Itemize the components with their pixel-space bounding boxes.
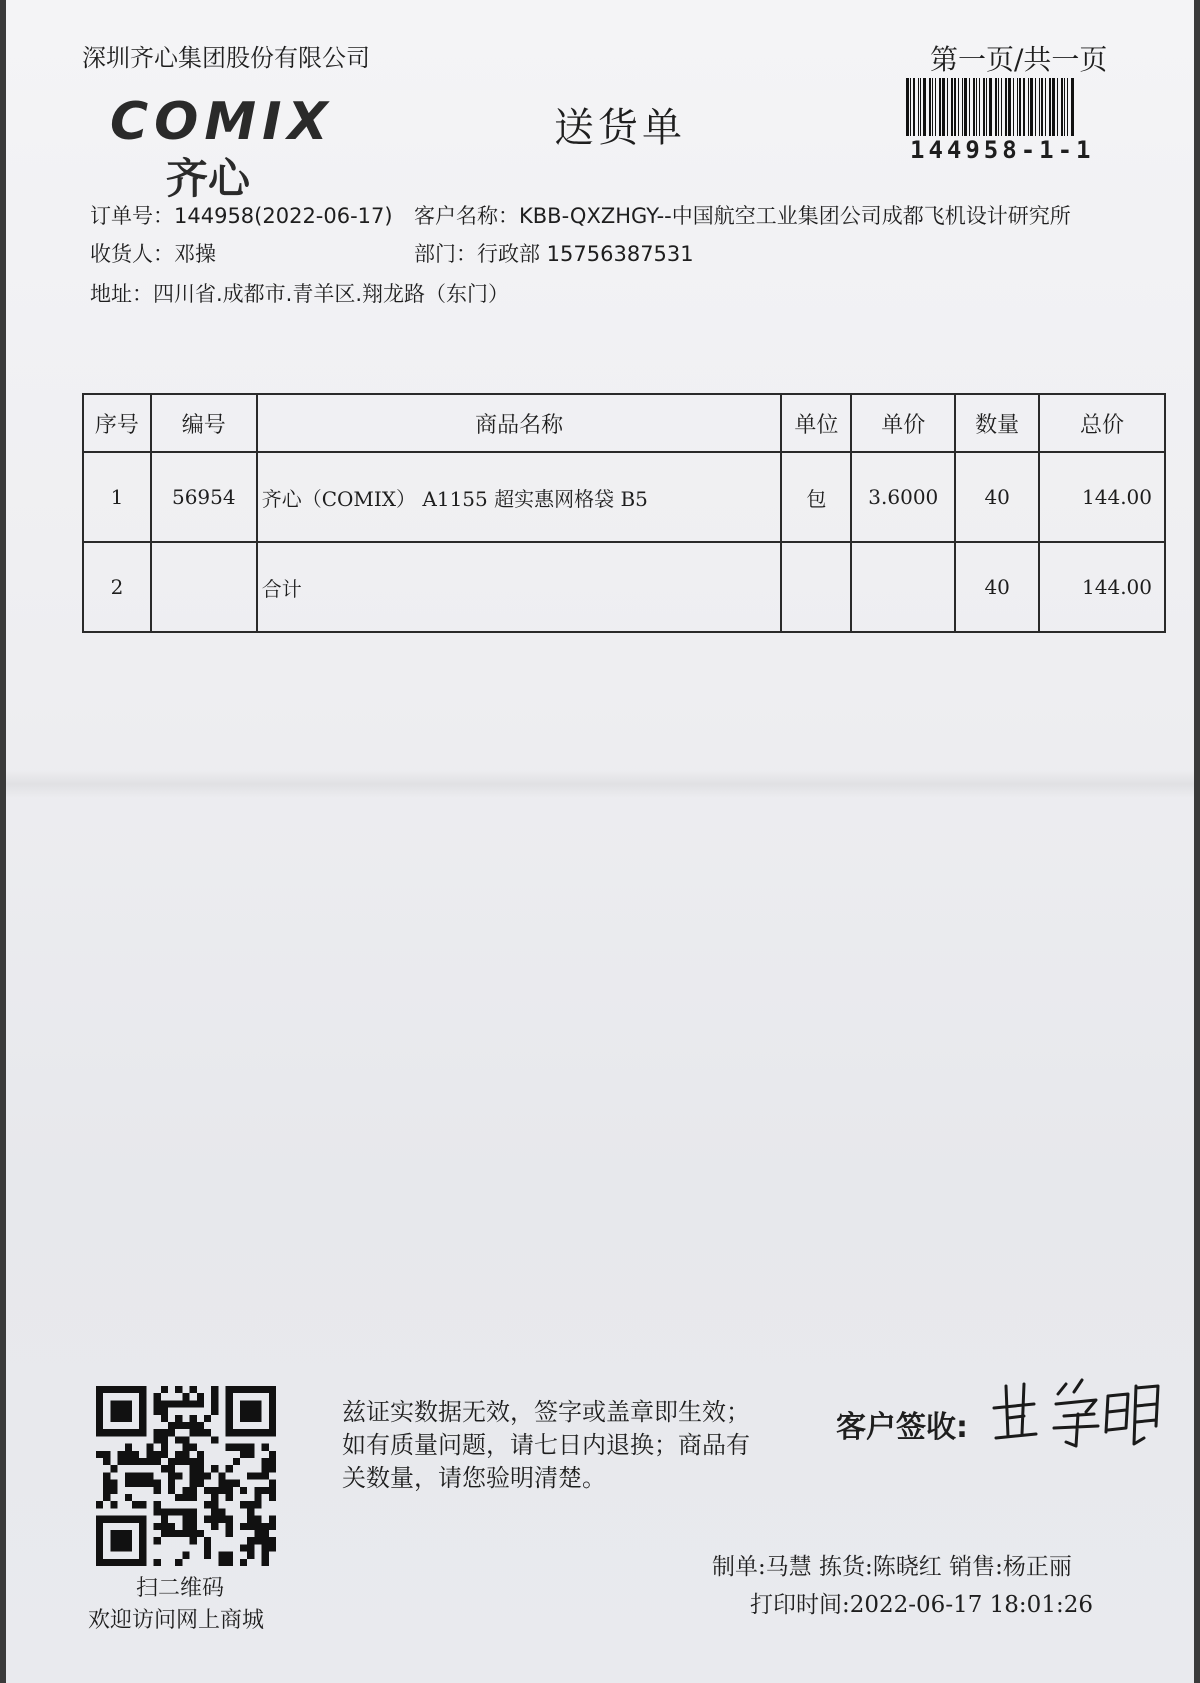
header-product: 商品名称 (257, 394, 782, 452)
barcode-bar (983, 78, 985, 136)
cell-price: 3.6000 (851, 452, 955, 542)
barcode-bar (1008, 78, 1011, 136)
barcode-bar (995, 78, 997, 136)
barcode-bar (973, 78, 975, 136)
barcode-bar (1045, 78, 1046, 136)
cell-total: 144.00 (1039, 542, 1165, 632)
barcode-bar (969, 78, 970, 136)
barcode-bar (1030, 78, 1033, 136)
cell-seq: 1 (83, 452, 151, 542)
barcode-bar (964, 78, 967, 136)
barcode-bar (998, 78, 999, 136)
barcode-bar (962, 78, 963, 136)
cell-product: 齐心（COMIX） A1155 超实惠网格袋 B5 (257, 452, 782, 542)
barcode-bar (1052, 78, 1055, 136)
barcode-bar (1041, 78, 1043, 136)
barcode-bar (989, 78, 992, 136)
barcode-bar (920, 78, 921, 136)
paper-fold (6, 770, 1194, 798)
barcode-bar (951, 78, 953, 136)
barcode-bar (1061, 78, 1063, 136)
table-row (83, 452, 1165, 542)
qr-caption: 扫二维码 (136, 1576, 225, 1601)
print-time: 打印时间:2022-06-17 18:01:26 (750, 1592, 1093, 1618)
barcode-icon (906, 78, 1128, 136)
barcode-bar (929, 78, 931, 136)
barcode-bar (923, 78, 926, 136)
barcode-bar (932, 78, 933, 136)
barcode-bar (986, 78, 987, 136)
barcode-bar (913, 78, 915, 136)
qr-code-icon (96, 1386, 276, 1566)
barcode-bar (976, 78, 977, 136)
table-row (83, 542, 1165, 632)
barcode-bar (1064, 78, 1065, 136)
cell-code: 56954 (151, 452, 257, 542)
header-code: 编号 (151, 394, 257, 452)
cell-unit (781, 542, 851, 632)
barcode-bar (910, 78, 911, 136)
barcode-bar (1028, 78, 1029, 136)
header-unit: 单位 (781, 394, 851, 452)
receiver: 收货人：邓操 (90, 242, 216, 266)
barcode-bar (947, 78, 948, 136)
customer-sign-label: 客户签收: (836, 1410, 968, 1445)
qr-caption-mall: 欢迎访问网上商城 (88, 1608, 265, 1633)
signature-icon (986, 1366, 1166, 1456)
company-name: 深圳齐心集团股份有限公司 (82, 44, 370, 72)
barcode-bar (906, 78, 909, 136)
barcode-bar (1067, 78, 1068, 136)
barcode-bar (954, 78, 956, 136)
barcode-number: 144958-1-1 (910, 136, 1095, 164)
cell-price (851, 542, 955, 632)
barcode-bar (1049, 78, 1051, 136)
barcode-bar (1005, 78, 1007, 136)
document-title: 送货单 (554, 105, 686, 151)
department: 部门：行政部 15756387531 (414, 242, 694, 266)
customer-name: 客户名称：KBB-QXZHGY--中国航空工业集团公司成都飞机设计研究所 (414, 204, 1071, 228)
barcode-bar (1057, 78, 1058, 136)
cell-code (151, 542, 257, 632)
notice-text: 兹证实数据无效，签字或盖章即生效；如有质量问题，请七日内退换；商品有关数量，请您验明清楚。 (342, 1398, 750, 1492)
staff-info: 制单:马慧 拣货:陈晓红 销售:杨正丽 (712, 1554, 1072, 1580)
cell-qty: 40 (955, 452, 1039, 542)
header-price: 单价 (851, 394, 955, 452)
barcode-bar (918, 78, 919, 136)
cell-unit: 包 (781, 452, 851, 542)
barcode-bar (1023, 78, 1025, 136)
cell-qty: 40 (955, 542, 1039, 632)
cell-total: 144.00 (1039, 452, 1165, 542)
comix-logo: COMIX (110, 92, 334, 152)
header-seq: 序号 (83, 394, 151, 452)
address: 地址：四川省.成都市.青羊区.翔龙路（东门） (90, 282, 510, 306)
barcode-bar (942, 78, 945, 136)
barcode-bar (979, 78, 980, 136)
barcode-bar (1071, 78, 1074, 136)
header-total: 总价 (1039, 394, 1165, 452)
cell-product: 合计 (257, 542, 782, 632)
cell-seq: 2 (83, 542, 151, 632)
table-header-row (83, 394, 1165, 452)
barcode-bar (958, 78, 959, 136)
delivery-note (6, 0, 1194, 1683)
barcode-bar (1017, 78, 1018, 136)
order-number: 订单号：144958(2022-06-17) (90, 204, 393, 228)
barcode-bar (1013, 78, 1014, 136)
barcode-bar (939, 78, 941, 136)
barcode-bar (1039, 78, 1040, 136)
barcode-bar (1035, 78, 1036, 136)
comix-logo-cn: 齐心 (166, 154, 251, 203)
page-info: 第一页/共一页 (930, 43, 1108, 76)
barcode-bar (935, 78, 936, 136)
barcode-bar (1001, 78, 1002, 136)
items-table (82, 393, 1166, 633)
barcode-bar (1019, 78, 1021, 136)
header-qty: 数量 (955, 394, 1039, 452)
